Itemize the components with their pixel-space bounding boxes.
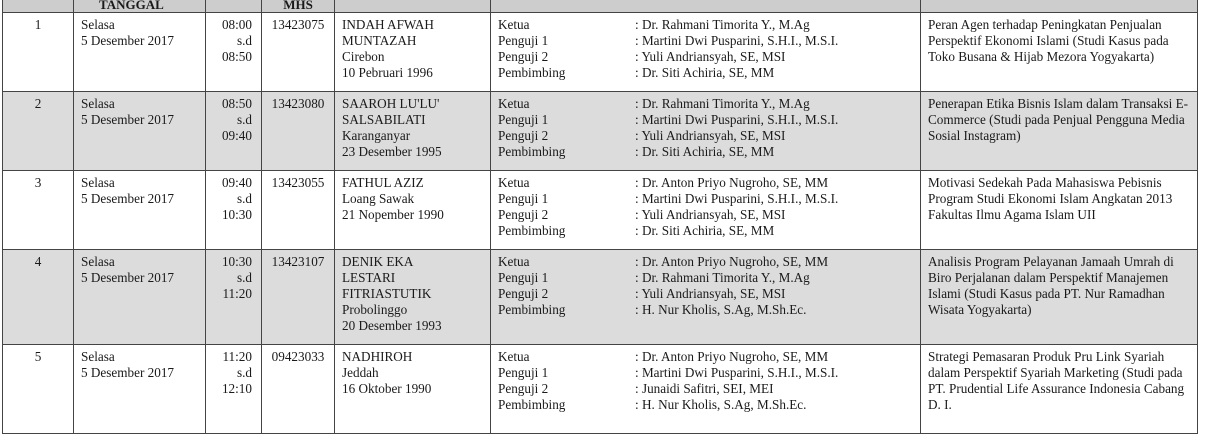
examiner-row	[498, 254, 913, 270]
time-separator: s.d	[236, 270, 252, 285]
examiner-role: Penguji 1	[498, 33, 549, 48]
examiners-cell	[491, 250, 921, 345]
row-number: 5	[3, 345, 74, 434]
examiner-role: Pembimbing	[498, 144, 566, 159]
day: Selasa	[81, 96, 115, 111]
exam-schedule-table	[2, 0, 1198, 434]
student-id: 13423080	[262, 92, 335, 171]
examiner-row	[498, 381, 913, 397]
header-mhs: MHS	[262, 0, 335, 13]
table-row	[3, 92, 1198, 171]
examiner-name: : Martini Dwi Pusparini, S.H.I., M.S.I.	[635, 112, 839, 127]
student-name-line: LESTARI	[342, 270, 396, 285]
time-cell	[206, 250, 262, 345]
examiner-role: Penguji 1	[498, 365, 549, 380]
examiner-name: : Yuli Andriansyah, SE, MSI	[635, 286, 786, 301]
student-id: 09423033	[262, 345, 335, 434]
examiner-name: : Dr. Siti Achiria, SE, MM	[635, 223, 775, 238]
examiner-row	[498, 112, 913, 128]
row-number: 4	[3, 250, 74, 345]
table-row	[3, 13, 1198, 92]
thesis-title: Motivasi Sedekah Pada Mahasiswa Pebisnis Program Studi Ekonomi Islam Angkatan 2013 Fakultas Ilmu Agama Islam UII	[921, 171, 1198, 250]
student-id: 13423075	[262, 13, 335, 92]
day: Selasa	[81, 175, 115, 190]
date-cell	[74, 171, 206, 250]
time-cell	[206, 92, 262, 171]
examiner-name: : H. Nur Kholis, S.Ag, M.Sh.Ec.	[635, 397, 807, 412]
examiners-cell	[491, 171, 921, 250]
time-start: 09:40	[221, 175, 252, 190]
student-id: 13423107	[262, 250, 335, 345]
day: Selasa	[81, 254, 115, 269]
examiner-row	[498, 175, 913, 191]
examiner-row	[498, 65, 913, 81]
examiner-role: Penguji 2	[498, 286, 549, 301]
examiner-role: Penguji 1	[498, 270, 549, 285]
examiner-name: : H. Nur Kholis, S.Ag, M.Sh.Ec.	[635, 302, 807, 317]
examiner-role: Ketua	[498, 17, 530, 32]
examiner-role: Ketua	[498, 175, 530, 190]
examiner-row	[498, 223, 913, 239]
birthdate: 23 Desember 1995	[342, 144, 442, 159]
examiner-row	[498, 270, 913, 286]
student-cell	[335, 171, 491, 250]
student-name-line: NADHIROH	[342, 349, 413, 364]
table-row	[3, 171, 1198, 250]
date-cell	[74, 250, 206, 345]
table-row	[3, 250, 1198, 345]
examiner-name: : Martini Dwi Pusparini, S.H.I., M.S.I.	[635, 365, 839, 380]
examiner-row	[498, 191, 913, 207]
date-cell	[74, 345, 206, 434]
birthplace: Cirebon	[342, 49, 385, 64]
student-name-line: INDAH AFWAH	[342, 17, 434, 32]
thesis-title: Peran Agen terhadap Peningkatan Penjualan Perspektif Ekonomi Islami (Studi Kasus pada Toko Busana & Hijab Mezora Yogyakarta)	[921, 13, 1198, 92]
examiner-row	[498, 286, 913, 302]
examiner-name: : Martini Dwi Pusparini, S.H.I., M.S.I.	[635, 191, 839, 206]
time-cell	[206, 13, 262, 92]
examiner-row	[498, 397, 913, 413]
time-cell	[206, 171, 262, 250]
date: 5 Desember 2017	[81, 112, 175, 127]
date-cell	[74, 92, 206, 171]
examiner-name: : Dr. Anton Priyo Nugroho, SE, MM	[635, 254, 829, 269]
examiner-role: Ketua	[498, 96, 530, 111]
time-separator: s.d	[236, 191, 252, 206]
examiner-role: Pembimbing	[498, 223, 566, 238]
examiner-row	[498, 128, 913, 144]
examiner-row	[498, 365, 913, 381]
header-judul	[921, 0, 1198, 13]
birthdate: 10 Pebruari 1996	[342, 65, 433, 80]
birthdate: 21 Nopember 1990	[342, 207, 444, 222]
student-name-line: SAAROH LU'LU'	[342, 96, 440, 111]
examiner-role: Pembimbing	[498, 65, 566, 80]
examiner-row	[498, 33, 913, 49]
examiner-role: Penguji 2	[498, 207, 549, 222]
examiner-role: Penguji 1	[498, 191, 549, 206]
examiner-name: : Yuli Andriansyah, SE, MSI	[635, 128, 786, 143]
time-separator: s.d	[236, 112, 252, 127]
examiner-name: : Dr. Rahmani Timorita Y., M.Ag	[635, 17, 810, 32]
time-start: 11:20	[222, 349, 252, 364]
examiners-cell	[491, 92, 921, 171]
table-row	[3, 345, 1198, 434]
examiner-role: Pembimbing	[498, 397, 566, 412]
examiner-role: Penguji 1	[498, 112, 549, 127]
examiner-name: : Martini Dwi Pusparini, S.H.I., M.S.I.	[635, 33, 839, 48]
day: Selasa	[81, 17, 115, 32]
student-name-line: FATHUL AZIZ	[342, 175, 424, 190]
student-name-line: SALSABILATI	[342, 112, 426, 127]
examiner-name: : Junaidi Safitri, SEI, MEI	[635, 381, 774, 396]
examiner-name: : Dr. Anton Priyo Nugroho, SE, MM	[635, 349, 829, 364]
birthplace: Jeddah	[342, 365, 379, 380]
examiner-row	[498, 302, 913, 318]
date-cell	[74, 13, 206, 92]
day: Selasa	[81, 349, 115, 364]
examiner-row	[498, 349, 913, 365]
time-separator: s.d	[236, 365, 252, 380]
examiner-role: Penguji 2	[498, 49, 549, 64]
time-start: 08:00	[221, 17, 252, 32]
student-cell	[335, 345, 491, 434]
date: 5 Desember 2017	[81, 191, 175, 206]
examiner-row	[498, 49, 913, 65]
examiner-name: : Dr. Siti Achiria, SE, MM	[635, 65, 775, 80]
header-tanggal: TANGGAL	[74, 0, 206, 13]
time-start: 10:30	[221, 254, 252, 269]
birthdate: 20 Desember 1993	[342, 318, 442, 333]
time-start: 08:50	[221, 96, 252, 111]
examiner-name: : Dr. Siti Achiria, SE, MM	[635, 144, 775, 159]
examiner-name: : Yuli Andriansyah, SE, MSI	[635, 207, 786, 222]
student-cell	[335, 250, 491, 345]
student-id: 13423055	[262, 171, 335, 250]
birthdate: 16 Oktober 1990	[342, 381, 432, 396]
time-end: 12:10	[221, 381, 252, 396]
student-cell	[335, 13, 491, 92]
header-no	[3, 0, 74, 13]
header-nama	[335, 0, 491, 13]
table-header	[3, 0, 1198, 13]
examiners-cell	[491, 345, 921, 434]
examiner-name: : Dr. Anton Priyo Nugroho, SE, MM	[635, 175, 829, 190]
examiner-row	[498, 17, 913, 33]
birthplace: Loang Sawak	[342, 191, 415, 206]
time-end: 10:30	[221, 207, 252, 222]
examiner-role: Penguji 2	[498, 381, 549, 396]
date: 5 Desember 2017	[81, 270, 175, 285]
examiner-role: Pembimbing	[498, 302, 566, 317]
time-separator: s.d	[236, 33, 252, 48]
student-name-line: DENIK EKA	[342, 254, 414, 269]
examiner-name: : Yuli Andriansyah, SE, MSI	[635, 49, 786, 64]
examiner-name: : Dr. Rahmani Timorita Y., M.Ag	[635, 96, 810, 111]
thesis-title: Penerapan Etika Bisnis Islam dalam Transaksi E-Commerce (Studi pada Penjual Pengguna Media Sosial Instagram)	[921, 92, 1198, 171]
row-number: 1	[3, 13, 74, 92]
examiner-row	[498, 96, 913, 112]
examiner-row	[498, 207, 913, 223]
thesis-title: Analisis Program Pelayanan Jamaah Umrah di Biro Perjalanan dalam Perspektif Manajemen Islami (Studi Kasus pada PT. Nur Ramadhan Wisata Yogyakarta)	[921, 250, 1198, 345]
examiner-role: Ketua	[498, 349, 530, 364]
date: 5 Desember 2017	[81, 365, 175, 380]
date: 5 Desember 2017	[81, 33, 175, 48]
birthplace: Karanganyar	[342, 128, 411, 143]
examiners-cell	[491, 13, 921, 92]
examiner-role: Penguji 2	[498, 128, 549, 143]
time-cell	[206, 345, 262, 434]
examiner-row	[498, 144, 913, 160]
row-number: 2	[3, 92, 74, 171]
birthplace: Probolinggo	[342, 302, 408, 317]
student-name-line: FITRIASTUTIK	[342, 286, 432, 301]
header-jam	[206, 0, 262, 13]
time-end: 09:40	[221, 128, 252, 143]
time-end: 08:50	[221, 49, 252, 64]
student-cell	[335, 92, 491, 171]
thesis-title: Strategi Pemasaran Produk Pru Link Syariah dalam Perspektif Syariah Marketing (Studi pada PT. Prudential Life Assurance Indonesia Cabang D. I.	[921, 345, 1198, 434]
header-penguji	[491, 0, 921, 13]
examiner-role: Ketua	[498, 254, 530, 269]
time-end: 11:20	[222, 286, 252, 301]
row-number: 3	[3, 171, 74, 250]
student-name-line: MUNTAZAH	[342, 33, 417, 48]
examiner-name: : Dr. Rahmani Timorita Y., M.Ag	[635, 270, 810, 285]
